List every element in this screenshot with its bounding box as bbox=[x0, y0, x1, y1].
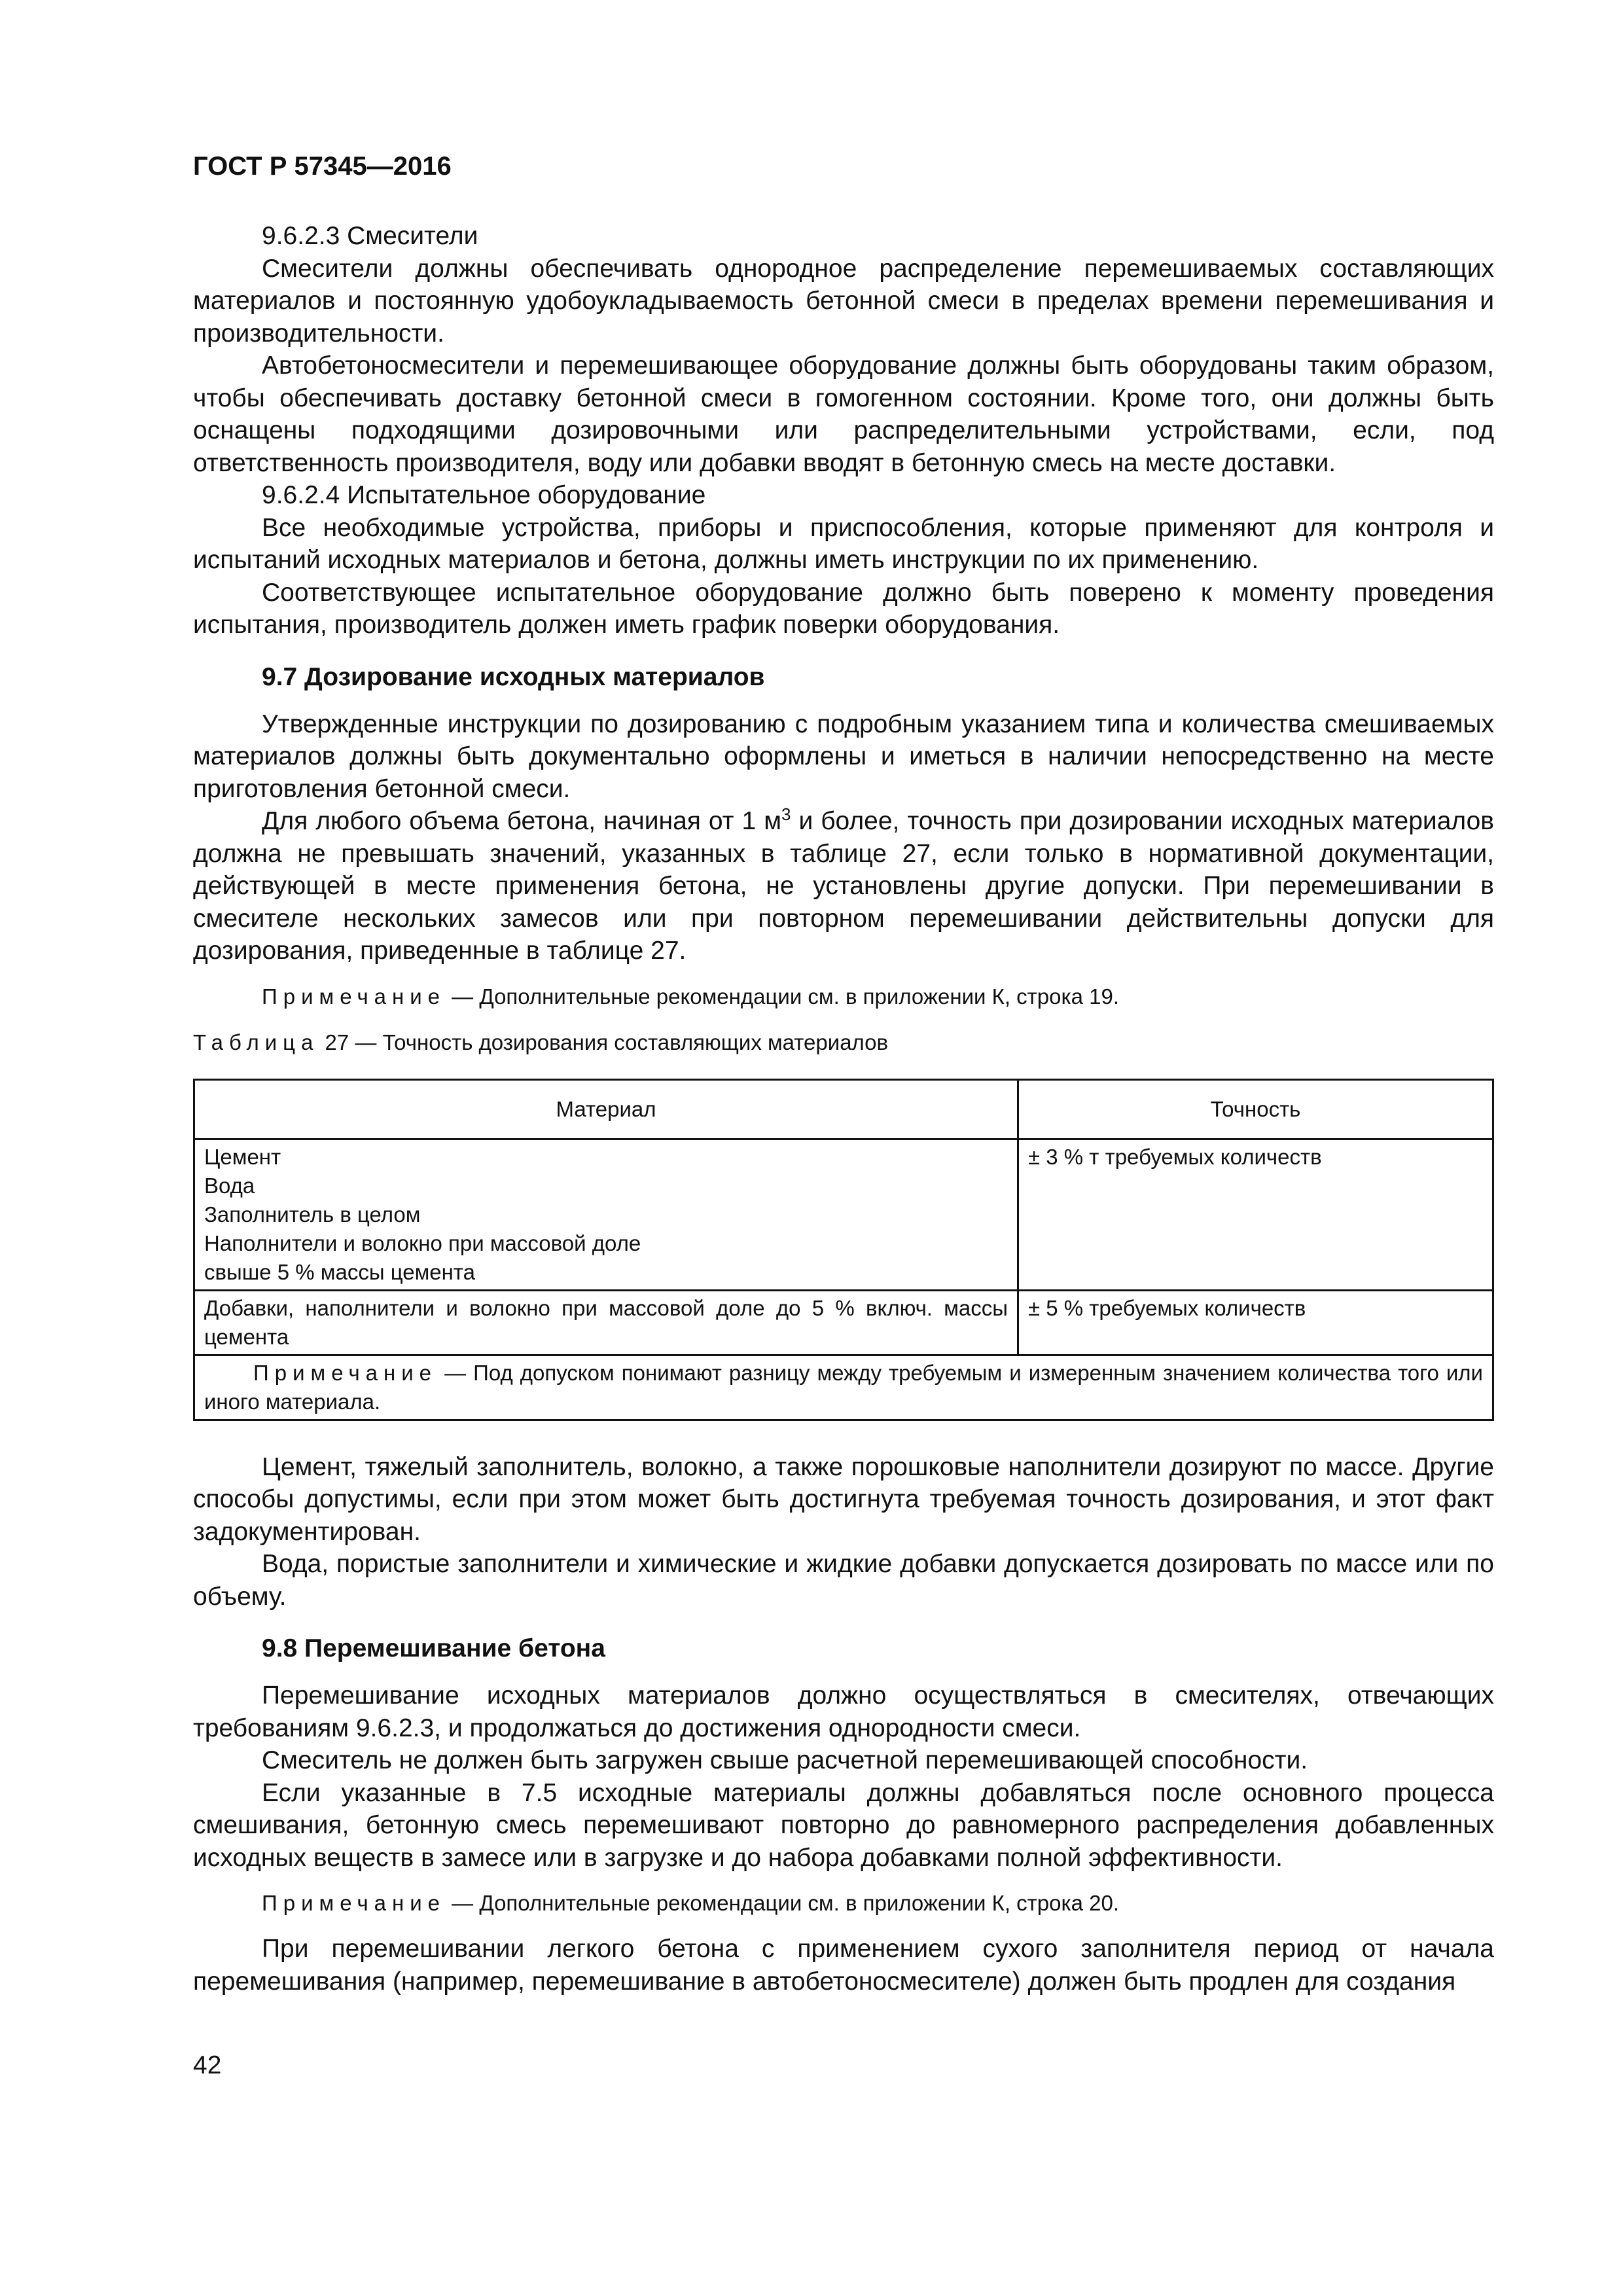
cell-line: Цемент bbox=[204, 1144, 281, 1169]
note bbox=[193, 983, 1494, 1011]
paragraph: Смеситель не должен быть загружен свыше расчетной перемешивающей способности. bbox=[262, 1746, 1308, 1774]
note-text: — Под допуском понимают разницу между требуемым и измеренным значением количества того или иного материала. bbox=[204, 1360, 1483, 1414]
note bbox=[193, 1890, 1494, 1917]
table-caption bbox=[193, 1029, 1494, 1056]
text-run: и более, точность при дозировании исходных материалов должна не превышать значений, указанных в таблице 27, если только в нормативной документации, действующей в месте применения бетона, не установлены другие допуски. При перемешивании в смесителе нескольких замесов или при повторном перемешивании действительны допуски для дозирования, приведенные в таблице 27. bbox=[193, 807, 1494, 965]
section-9-6-2-4-title: 9.6.2.4 Испытательное оборудование bbox=[262, 481, 706, 509]
paragraph: Автобетоносмесители и перемешивающее оборудование должны быть оборудованы таким образом, чтобы обеспечивать доставку бетонной смеси в гомогенном состоянии. Кроме того, они должны быть оснащены подходящими дозировочными или распределительными устройствами, если, под ответственность производителя, воду или добавки вводят в бетонную смесь на месте доставки. bbox=[193, 351, 1494, 477]
paragraph: Смесители должны обеспечивать однородное распределение перемешиваемых составляющих материалов и постоянную удобоукладываемость бетонной смеси в пределах времени перемешивания и производительности. bbox=[193, 254, 1494, 348]
section-9-7-heading: 9.7 Дозирование исходных материалов bbox=[262, 662, 765, 691]
paragraph: При перемешивании легкого бетона с применением сухого заполнителя период от начала перемешивания (например, перемешивание в автобетоносмесителе) должен быть продлен для создания bbox=[193, 1935, 1494, 1996]
document-page bbox=[193, 151, 1494, 1998]
cell-line: Наполнители и волокно при массовой доле bbox=[204, 1230, 641, 1255]
note-text: — Дополнительные рекомендации см. в приложении К, строка 20. bbox=[446, 1891, 1120, 1915]
table-caption-text: 27 — Точность дозирования составляющих материалов bbox=[319, 1030, 889, 1054]
note-text: — Дополнительные рекомендации см. в приложении К, строка 19. bbox=[446, 984, 1120, 1009]
paragraph: Цемент, тяжелый заполнитель, волокно, а также порошковые наполнители дозируют по массе. Другие способы допустимы, если при этом может быть достигнута требуемая точность дозирования, и этот факт задокументирован. bbox=[193, 1452, 1494, 1546]
superscript: 3 bbox=[781, 804, 791, 824]
note-label: Примечание bbox=[262, 984, 446, 1009]
document-header: ГОСТ Р 57345—2016 bbox=[193, 152, 452, 181]
table-note-row bbox=[194, 1355, 1493, 1420]
table-header-row bbox=[194, 1079, 1493, 1139]
paragraph: Если указанные в 7.5 исходные материалы должны добавляться после основного процесса смешивания, бетонную смесь перемешивают повторно до равномерного распределения добавленных исходных веществ в замесе или в загрузке и до набора добавками полной эффективности. bbox=[193, 1778, 1494, 1872]
paragraph: Вода, пористые заполнители и химические и жидкие добавки допускается дозировать по массе или по объему. bbox=[193, 1550, 1494, 1611]
table-caption-label: Таблица bbox=[193, 1030, 319, 1054]
paragraph: Утвержденные инструкции по дозированию с подробным указанием типа и количества смешиваемых материалов должны быть документально оформлены и иметься в наличии непосредственно на месте приготовления бетонной смеси. bbox=[193, 709, 1494, 803]
paragraph: Соответствующее испытательное оборудование должно быть поверено к моменту проведения испытания, производитель должен иметь график поверки оборудования. bbox=[193, 578, 1494, 639]
table-note bbox=[194, 1355, 1493, 1420]
page-number: 42 bbox=[193, 2051, 222, 2079]
cell-line: свыше 5 % массы цемента bbox=[204, 1259, 475, 1284]
text-run: Для любого объема бетона, начиная от 1 м bbox=[262, 807, 782, 835]
table-cell-accuracy: ± 3 % т требуемых количеств bbox=[1018, 1139, 1493, 1290]
table-cell-material: Добавки, наполнители и волокно при массовой доле до 5 % включ. массы цемента bbox=[194, 1290, 1018, 1355]
note-label: Примечание bbox=[253, 1360, 438, 1385]
paragraph bbox=[193, 805, 1494, 967]
note-label: Примечание bbox=[262, 1891, 446, 1915]
table-cell-accuracy: ± 5 % требуемых количеств bbox=[1018, 1290, 1493, 1355]
section-9-8-heading: 9.8 Перемешивание бетона bbox=[262, 1634, 605, 1662]
column-header-accuracy: Точность bbox=[1018, 1079, 1493, 1139]
paragraph: Все необходимые устройства, приборы и приспособления, которые применяют для контроля и испытаний исходных материалов и бетона, должны иметь инструкции по их применению. bbox=[193, 513, 1494, 574]
table-27 bbox=[193, 1079, 1494, 1421]
cell-line: Заполнитель в целом bbox=[204, 1202, 421, 1227]
paragraph: Перемешивание исходных материалов должно осуществляться в смесителях, отвечающих требованиям 9.6.2.3, и продолжаться до достижения однородности смеси. bbox=[193, 1681, 1494, 1742]
table-row bbox=[194, 1290, 1493, 1355]
cell-line: Вода bbox=[204, 1173, 255, 1198]
table-cell-material bbox=[194, 1139, 1018, 1290]
column-header-material: Материал bbox=[194, 1079, 1018, 1139]
table-row bbox=[194, 1139, 1493, 1290]
section-9-6-2-3-title: 9.6.2.3 Смесители bbox=[262, 222, 478, 250]
